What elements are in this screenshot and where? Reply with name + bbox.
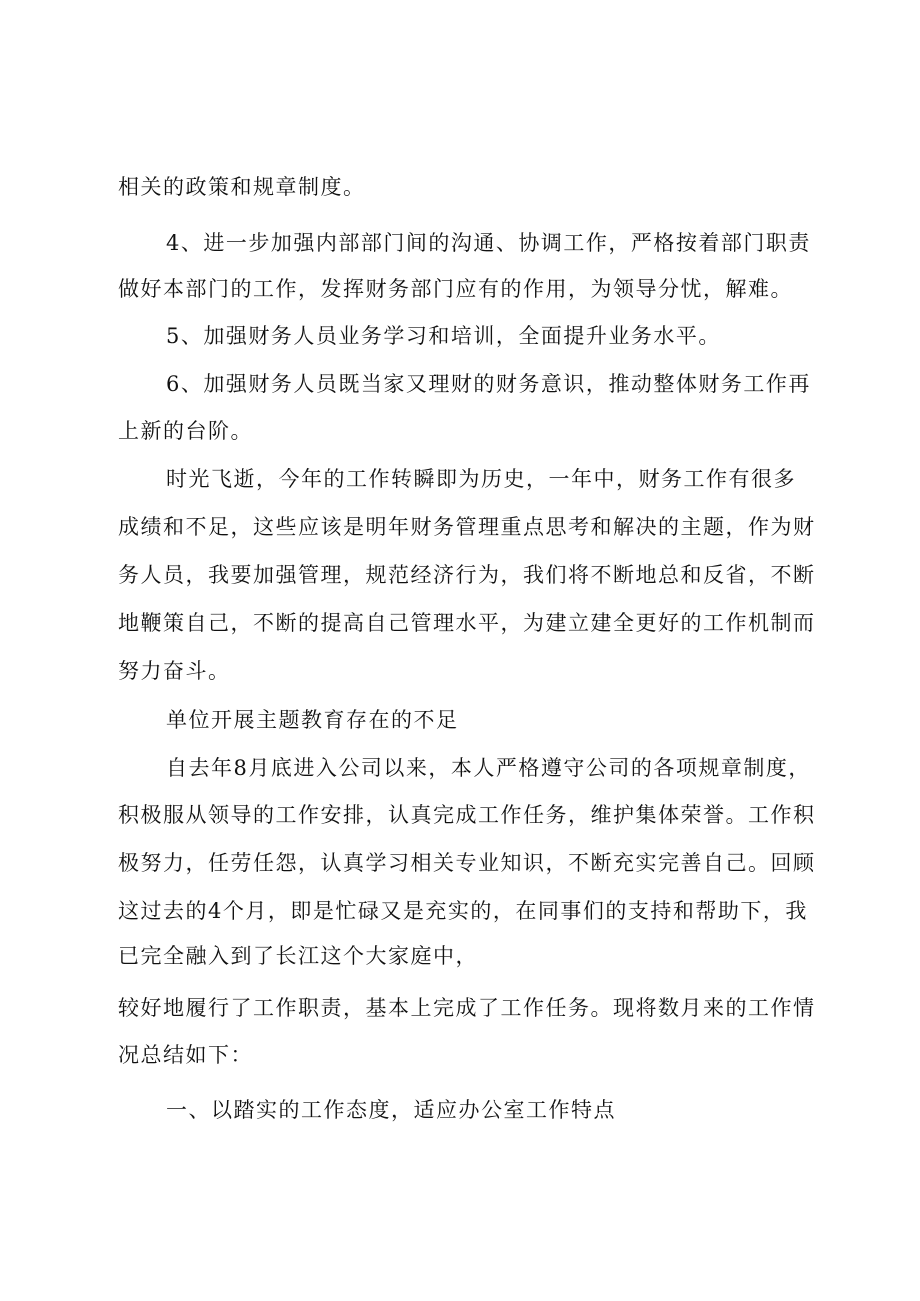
paragraph-line: 成绩和不足，这些应该是明年财务管理重点思考和解决的主题，作为财	[118, 515, 816, 539]
paragraph-line: 相关的政策和规章制度。	[118, 175, 366, 199]
paragraph-line: 地鞭策自己，不断的提高自己管理水平，为建立建全更好的工作机制而	[118, 611, 816, 635]
paragraph-line: 5、加强财务人员业务学习和培训，全面提升业务水平。	[166, 324, 721, 348]
paragraph-line: 自去年8月底进入公司以来，本人严格遵守公司的各项规章制度，	[166, 756, 811, 780]
paragraph-line: 这过去的4个月，即是忙碌又是充实的，在同事们的支持和帮助下，我	[118, 899, 808, 923]
paragraph-line: 极努力，任劳任怨，认真学习相关专业知识，不断充实完善自己。回顾	[118, 851, 816, 875]
paragraph-line: 上新的台阶。	[118, 419, 253, 443]
paragraph-line: 况总结如下：	[118, 1043, 253, 1067]
section-heading: 单位开展主题教育存在的不足	[166, 708, 459, 732]
paragraph-line: 积极服从领导的工作安排，认真完成工作任务，维护集体荣誉。工作积	[118, 803, 816, 827]
paragraph-line: 4、进一步加强内部部门间的沟通、协调工作，严格按着部门职责	[166, 231, 811, 255]
paragraph-line: 做好本部门的工作，发挥财务部门应有的作用，为领导分忧，解难。	[118, 277, 793, 301]
paragraph-line: 6、加强财务人员既当家又理财的财务意识，推动整体财务工作再	[166, 372, 811, 396]
paragraph-line: 努力奋斗。	[118, 659, 231, 683]
paragraph-line: 务人员，我要加强管理，规范经济行为，我们将不断地总和反省，不断	[118, 563, 816, 587]
section-heading: 一、以踏实的工作态度，适应办公室工作特点	[166, 1098, 616, 1122]
paragraph-line: 较好地履行了工作职责，基本上完成了工作任务。现将数月来的工作情	[118, 996, 816, 1020]
paragraph-line: 已完全融入到了长江这个大家庭中，	[118, 944, 478, 968]
paragraph-line: 时光飞逝，今年的工作转瞬即为历史，一年中，财务工作有很多	[166, 467, 796, 491]
